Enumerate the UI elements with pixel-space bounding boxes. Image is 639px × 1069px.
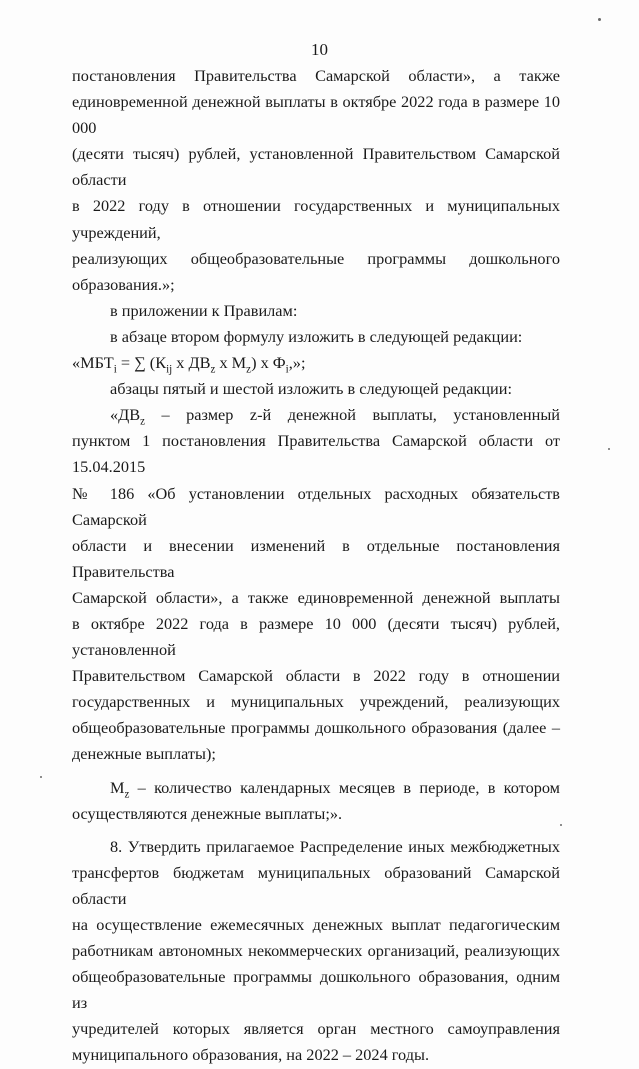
text-line [72, 402, 560, 428]
text-line: на осуществление ежемесячных денежных выплат педагогическим [72, 915, 560, 934]
text-line: Самарской области», а также единовременной денежной выплаты [72, 587, 560, 607]
formula-part: = ∑ (К [116, 353, 167, 373]
symbol-subscript: z [124, 787, 130, 800]
text-line: пунктом 1 постановления Правительства Самарской области от 15.04.2015 [72, 431, 560, 477]
formula-mbt [72, 350, 560, 376]
text-line: (десяти тысяч) рублей, установленной Правительством Самарской области [72, 144, 560, 190]
paragraph-continuation [72, 63, 560, 298]
text-line: общеобразовательные программы дошкольного образования, одним из [72, 967, 560, 1013]
text-line: трансфертов бюджетам муниципальных образований Самарской области [72, 862, 560, 908]
scan-speck [40, 776, 42, 778]
formula-subscript: z [210, 363, 216, 376]
formula-subscript: z [246, 363, 252, 376]
scan-speck [598, 18, 601, 21]
paragraph-appendix: в приложении к Правилам: [110, 300, 298, 320]
paragraph-mz-definition [72, 775, 560, 827]
text-line: общеобразовательные программы дошкольного образования (далее – [72, 718, 560, 738]
text-line [72, 775, 560, 801]
text-run: – количество календарных месяцев в периоде, в котором [129, 777, 560, 797]
text-line: в октябре 2022 года в размере 10 000 (десяти тысяч) рублей, установленной [72, 613, 560, 660]
text-line: единовременной денежной выплаты в октябре 2022 года в размере 10 000 [72, 92, 560, 138]
formula-part: «МБТ [72, 353, 114, 373]
text-line: реализующих общеобразовательные программы дошкольного [72, 248, 560, 268]
text-line: 8. Утвердить прилагаемое Распределение иных межбюджетных [110, 836, 560, 856]
formula-subscript: ij [166, 363, 173, 376]
paragraph-dvz-definition [72, 402, 560, 767]
text-line: № 186 «Об установлении отдельных расходных обязательств Самарской [72, 483, 560, 529]
paragraph-amend-intro: абзацы пятый и шестой изложить в следующей редакции: [110, 379, 512, 399]
scan-speck [608, 448, 610, 450]
text-line: области и внесении изменений в отдельные постановления Правительства [72, 535, 560, 581]
symbol-dv: «ДВ [110, 405, 141, 425]
page-number: 10 [311, 40, 328, 59]
text-line: Правительством Самарской области в 2022 году в отношении [72, 666, 560, 686]
formula-part: ) х Ф [251, 353, 286, 373]
text-line: денежные выплаты); [72, 744, 216, 764]
text-line: осуществляются денежные выплаты;». [72, 803, 343, 823]
text-line: государственных и муниципальных учреждений, реализующих [72, 692, 560, 712]
paragraph-item-8 [72, 834, 560, 1069]
formula-part: ,»; [288, 353, 306, 373]
text-run: – размер z-й денежной выплаты, установленный [145, 405, 560, 425]
symbol-m: М [110, 777, 125, 797]
text-line: учредителей которых является орган местного самоуправления [72, 1019, 560, 1039]
document-body [72, 63, 560, 1069]
text-line: постановления Правительства Самарской области», а также [72, 66, 560, 85]
paragraph-formula-intro: в абзаце втором формулу изложить в следующей редакции: [110, 326, 523, 346]
scan-speck [560, 824, 562, 826]
text-line: муниципального образования, на 2022 – 2024 годы. [72, 1045, 430, 1065]
formula-part: х М [215, 353, 247, 373]
formula-part: х ДВ [172, 353, 211, 373]
symbol-subscript: z [140, 415, 146, 428]
text-line: работникам автономных некоммерческих организаций, реализующих [72, 941, 560, 961]
formula-subscript: i [285, 363, 289, 376]
text-line: в 2022 году в отношении государственных и муниципальных учреждений, [72, 196, 560, 242]
text-line: образования.»; [72, 274, 175, 294]
formula-subscript: i [113, 363, 117, 376]
